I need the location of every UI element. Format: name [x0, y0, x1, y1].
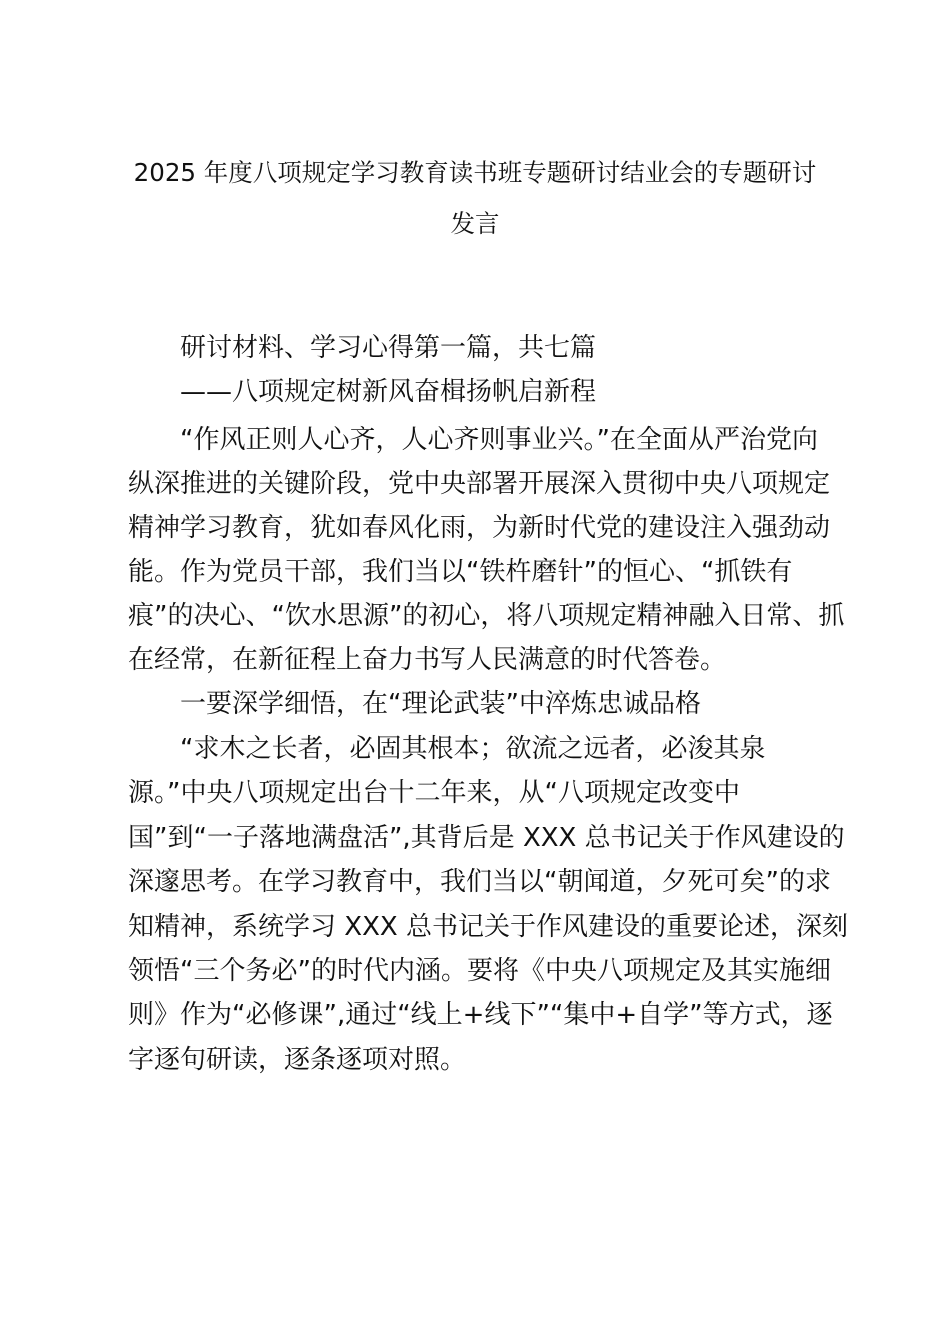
paragraph-1-line-6: 在经常，在新征程上奋力书写人民满意的时代答卷。	[128, 645, 727, 675]
paragraph-2-line-8: 字逐句研读，逐条逐项对照。	[128, 1045, 467, 1075]
subtitle-series: 研讨材料、学习心得第一篇，共七篇	[180, 333, 597, 363]
paragraph-2-line-3: 国”到“一子落地满盘活”,其背后是 XXX 总书记关于作风建设的	[128, 823, 845, 853]
paragraph-2-line-6: 领悟“三个务必”的时代内涵。要将《中央八项规定及其实施细	[128, 956, 831, 986]
paragraph-2-line-7: 则》作为“必修课”,通过“线上+线下”“集中+自学”等方式，逐	[128, 1000, 833, 1030]
paragraph-1-line-4: 能。作为党员干部，我们当以“铁杵磨针”的恒心、“抓铁有	[128, 557, 793, 587]
paragraph-2-line-5: 知精神，系统学习 XXX 总书记关于作风建设的重要论述，深刻	[128, 912, 848, 942]
section-heading-1: 一要深学细悟，在“理论武装”中淬炼忠诚品格	[180, 689, 701, 719]
paragraph-2-line-2: 源。”中央八项规定出台十二年来，从“八项规定改变中	[128, 778, 740, 808]
paragraph-1-line-2: 纵深推进的关键阶段，党中央部署开展深入贯彻中央八项规定	[128, 469, 831, 499]
paragraph-1-line-1: “作风正则人心齐，人心齐则事业兴。”在全面从严治党向	[180, 425, 818, 455]
paragraph-1-line-3: 精神学习教育，犹如春风化雨，为新时代党的建设注入强劲动	[128, 513, 831, 543]
document-title-line-2: 发言	[450, 209, 500, 238]
paragraph-1-line-5: 痕”的决心、“饮水思源”的初心，将八项规定精神融入日常、抓	[128, 601, 845, 631]
subtitle-theme: ——八项规定树新风奋楫扬帆启新程	[180, 377, 597, 407]
paragraph-2-line-4: 深邃思考。在学习教育中，我们当以“朝闻道，夕死可矣”的求	[128, 867, 831, 897]
document-title-line-1: 2025 年度八项规定学习教育读书班专题研讨结业会的专题研讨	[133, 158, 817, 187]
paragraph-2-line-1: “求木之长者，必固其根本；欲流之远者，必浚其泉	[180, 734, 766, 764]
